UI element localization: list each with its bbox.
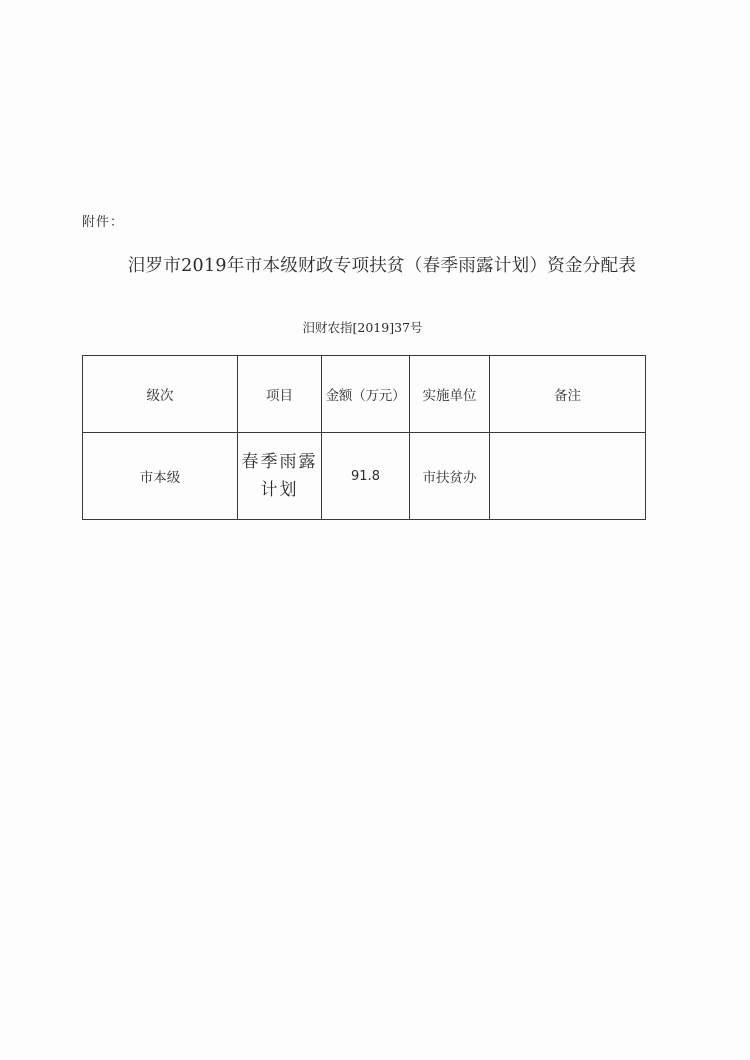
- document-title: 汨罗市2019年市本级财政专项扶贫（春季雨露计划）资金分配表: [127, 256, 637, 276]
- table-header-row: [83, 356, 646, 433]
- header-amount: 金额（万元）: [322, 356, 410, 433]
- cell-note: [490, 433, 646, 520]
- attachment-label: 附件：: [82, 215, 125, 230]
- header-level: 级次: [83, 356, 238, 433]
- table-row: [83, 433, 646, 520]
- allocation-table: [82, 355, 646, 520]
- cell-project: 春季雨露计划: [238, 433, 322, 520]
- header-note: 备注: [490, 356, 646, 433]
- cell-amount: 91.8: [322, 433, 410, 520]
- cell-unit: 市扶贫办: [410, 433, 490, 520]
- header-unit: 实施单位: [410, 356, 490, 433]
- document-number: 汨财农指[2019]37号: [302, 320, 423, 335]
- cell-level: 市本级: [83, 433, 238, 520]
- header-project: 项目: [238, 356, 322, 433]
